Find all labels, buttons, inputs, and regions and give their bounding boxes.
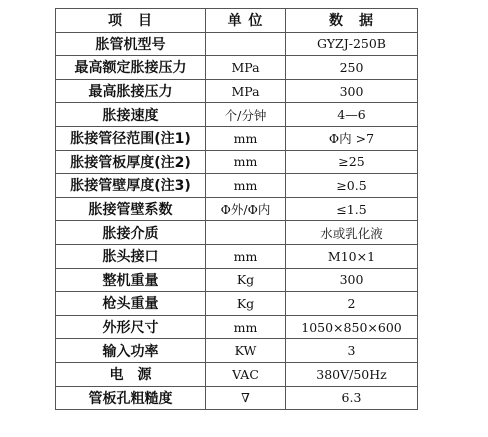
row-name: 整机重量 xyxy=(56,268,206,292)
row-value: 380V/50Hz xyxy=(286,362,418,386)
row-value: 250 xyxy=(286,56,418,80)
row-name: 胀管机型号 xyxy=(56,32,206,56)
table-row xyxy=(56,362,418,386)
row-value: Φ内 >7 xyxy=(286,126,418,150)
header-unit: 单 位 xyxy=(206,9,286,33)
table-row xyxy=(56,103,418,127)
row-unit: mm xyxy=(206,244,286,268)
row-value: 3 xyxy=(286,339,418,363)
table-row xyxy=(56,174,418,198)
table-row xyxy=(56,126,418,150)
table-row xyxy=(56,32,418,56)
row-unit: Φ外/Φ内 xyxy=(206,197,286,221)
row-unit xyxy=(206,32,286,56)
row-name: 管板孔粗糙度 xyxy=(56,386,206,410)
row-unit: mm xyxy=(206,315,286,339)
row-unit: KW xyxy=(206,339,286,363)
table-row xyxy=(56,197,418,221)
row-value: GYZJ-250B xyxy=(286,32,418,56)
table-row xyxy=(56,339,418,363)
row-value: 6.3 xyxy=(286,386,418,410)
row-name: 最高胀接压力 xyxy=(56,79,206,103)
spec-table xyxy=(55,8,418,410)
row-value: 水或乳化液 xyxy=(286,221,418,245)
row-unit: 个/分钟 xyxy=(206,103,286,127)
row-unit: ∇ xyxy=(206,386,286,410)
row-value: 300 xyxy=(286,79,418,103)
header-value: 数 据 xyxy=(286,9,418,33)
table-row xyxy=(56,56,418,80)
table-row xyxy=(56,315,418,339)
table-row xyxy=(56,268,418,292)
row-unit: mm xyxy=(206,150,286,174)
table-header-row xyxy=(56,9,418,33)
row-unit: Kg xyxy=(206,292,286,316)
row-unit: mm xyxy=(206,174,286,198)
row-name: 胀接介质 xyxy=(56,221,206,245)
table-row xyxy=(56,386,418,410)
table-row xyxy=(56,221,418,245)
row-name: 胀接速度 xyxy=(56,103,206,127)
row-name: 胀接管径范围(注1) xyxy=(56,126,206,150)
row-value: ≥25 xyxy=(286,150,418,174)
row-unit: mm xyxy=(206,126,286,150)
row-name: 输入功率 xyxy=(56,339,206,363)
row-value: ≤1.5 xyxy=(286,197,418,221)
table-row xyxy=(56,244,418,268)
row-name: 外形尺寸 xyxy=(56,315,206,339)
row-value: M10×1 xyxy=(286,244,418,268)
row-value: 4—6 xyxy=(286,103,418,127)
row-unit: MPa xyxy=(206,79,286,103)
row-value: 1050×850×600 xyxy=(286,315,418,339)
row-name: 枪头重量 xyxy=(56,292,206,316)
row-name: 最高额定胀接压力 xyxy=(56,56,206,80)
row-name: 电 源 xyxy=(56,362,206,386)
row-unit: MPa xyxy=(206,56,286,80)
row-unit: VAC xyxy=(206,362,286,386)
table-row xyxy=(56,150,418,174)
row-name: 胀接管板厚度(注2) xyxy=(56,150,206,174)
row-name: 胀头接口 xyxy=(56,244,206,268)
table-row xyxy=(56,79,418,103)
row-name: 胀接管壁系数 xyxy=(56,197,206,221)
header-item: 项 目 xyxy=(56,9,206,33)
row-value: ≥0.5 xyxy=(286,174,418,198)
row-name: 胀接管壁厚度(注3) xyxy=(56,174,206,198)
row-value: 2 xyxy=(286,292,418,316)
table-row xyxy=(56,292,418,316)
row-unit xyxy=(206,221,286,245)
row-unit: Kg xyxy=(206,268,286,292)
row-value: 300 xyxy=(286,268,418,292)
